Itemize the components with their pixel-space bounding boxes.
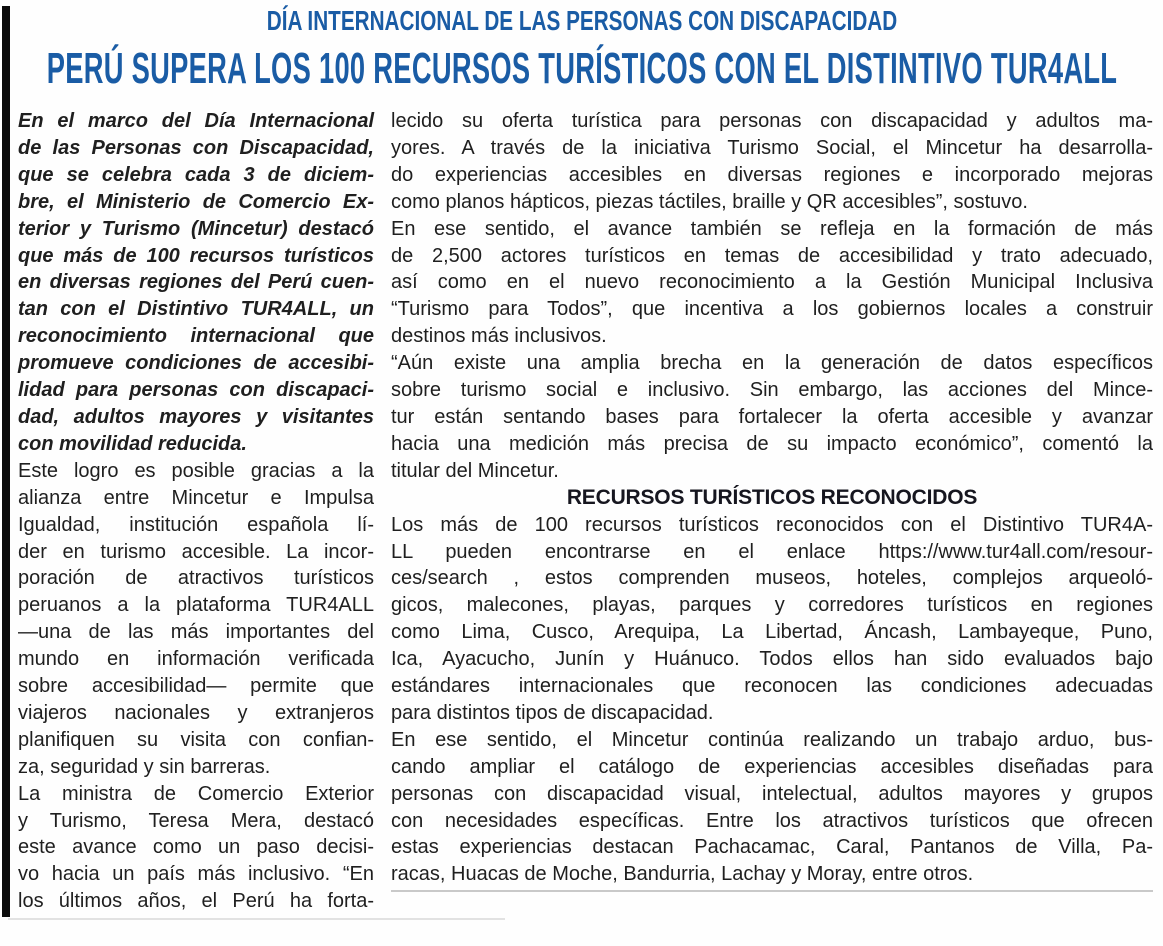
article-line: der en turismo accesible. La incor-: [18, 540, 374, 563]
article-line: yores. A través de la iniciativa Turismo Social, el Mincetur ha desarrolla-: [391, 136, 1153, 159]
article-line: En ese sentido, el Mincetur continúa realizando un trabajo arduo, bus-: [391, 728, 1153, 751]
article-line: lidad para personas con discapaci-: [18, 379, 374, 402]
article-line: za, seguridad y sin barreras.: [18, 755, 271, 778]
article-line: sobre accesibilidad— permite que: [18, 675, 374, 698]
article-line: como Lima, Cusco, Arequipa, La Libertad, Áncash, Lambayeque, Puno,: [391, 621, 1153, 644]
article-line: así como en el nuevo reconocimiento a la Gestión Municipal Inclusiva: [391, 271, 1153, 294]
article-line: los últimos años, el Perú ha forta-: [18, 890, 374, 913]
article-line: con necesidades específicas. Entre los atractivos turísticos que ofrecen: [391, 809, 1153, 832]
article-body: [18, 108, 1153, 915]
article-line: estas experiencias destacan Pachacamac, Caral, Pantanos de Villa, Pa-: [391, 836, 1153, 859]
main-headline: PERÚ SUPERA LOS 100 RECURSOS TURÍSTICOS CON EL DISTINTIVO TUR4ALL: [46, 44, 1117, 93]
article-line: “Aún existe una amplia brecha en la generación de datos específicos: [391, 352, 1153, 375]
article-line: peruanos a la plataforma TUR4ALL: [18, 594, 374, 617]
article-line: con movilidad reducida.: [18, 432, 247, 455]
article-line: cando ampliar el catálogo de experiencias accesibles diseñadas para: [391, 755, 1153, 778]
article-line: alianza entre Mincetur e Impulsa: [18, 486, 374, 509]
article-line: ces/search , estos comprenden museos, hoteles, complejos arqueoló-: [391, 567, 1153, 590]
article-line: vo hacia un país más inclusivo. “En: [18, 863, 374, 886]
left-column: [18, 108, 374, 915]
article-line: este avance como un paso decisi-: [18, 836, 374, 859]
kicker-headline: DÍA INTERNACIONAL DE LAS PERSONAS CON DISCAPACIDAD: [266, 5, 897, 36]
article-line: En el marco del Día Internacional: [18, 110, 374, 132]
article-line: bre, el Ministerio de Comercio Ex-: [18, 190, 374, 213]
article-line: planifiquen su visita con confian-: [18, 728, 374, 751]
article-line: estándares internacionales que reconocen las condiciones adecuadas: [391, 675, 1153, 698]
article-line: gicos, malecones, playas, parques y corredores turísticos en regiones: [391, 594, 1153, 617]
article-line: Este logro es posible gracias a la: [18, 459, 374, 482]
article-line: dad, adultos mayores y visitantes: [18, 405, 374, 428]
article-line: promueve condiciones de accesibi-: [18, 352, 374, 375]
article-line: tan con el Distintivo TUR4ALL, un: [18, 298, 374, 321]
bottom-rule-left: [8, 918, 505, 920]
article-line: sobre turismo social e inclusivo. Sin embargo, las acciones del Mince-: [391, 379, 1153, 402]
article-line: en diversas regiones del Perú cuen-: [18, 271, 374, 294]
article-line: titular del Mincetur.: [391, 459, 559, 482]
article-line: que más de 100 recursos turísticos: [18, 244, 374, 267]
article-line: Igualdad, institución española lí-: [18, 513, 374, 536]
article-line: hacia una medición más precisa de su impacto económico”, comentó la: [391, 432, 1153, 455]
section-subheading: RECURSOS TURÍSTICOS RECONOCIDOS: [566, 485, 978, 509]
article-line: reconocimiento internacional que: [18, 325, 374, 348]
article-line: terior y Turismo (Mincetur) destacó: [18, 217, 374, 240]
article-line: Los más de 100 recursos turísticos reconocidos con el Distintivo TUR4A-: [391, 513, 1153, 536]
headline-row: [0, 44, 1163, 98]
article-line: lecido su oferta turística para personas con discapacidad y adultos ma-: [391, 110, 1153, 132]
article-line: poración de atractivos turísticos: [18, 567, 374, 590]
kicker-row: [0, 6, 1163, 40]
article-line: “Turismo para Todos”, que incentiva a los gobiernos locales a construir: [391, 298, 1153, 321]
article-line: que se celebra cada 3 de diciem-: [18, 163, 374, 186]
bottom-rule-right: [391, 890, 1153, 892]
article-line: racas, Huacas de Moche, Bandurria, Lachay y Moray, entre otros.: [391, 863, 974, 886]
article-line: En ese sentido, el avance también se refleja en la formación de más: [391, 217, 1153, 240]
article-line: tur están sentando bases para fortalecer la oferta accesible y avanzar: [391, 405, 1153, 428]
left-edge-bar: [2, 6, 10, 917]
article-line: viajeros nacionales y extranjeros: [18, 701, 374, 724]
article-line: —una de las más importantes del: [18, 621, 374, 644]
article-line: Ica, Ayacucho, Junín y Huánuco. Todos ellos han sido evaluados bajo: [391, 648, 1153, 671]
article-line: mundo en información verificada: [18, 648, 374, 671]
article-line: personas con discapacidad visual, intelectual, adultos mayores y grupos: [391, 782, 1153, 805]
article-line: La ministra de Comercio Exterior: [18, 782, 374, 805]
article-line: como planos hápticos, piezas táctiles, braille y QR accesibles”, sostuvo.: [391, 190, 1028, 213]
article-line: de 2,500 actores turísticos en temas de accesibilidad y trato adecuado,: [391, 244, 1153, 267]
article-line: de las Personas con Discapacidad,: [18, 136, 374, 159]
article-line: y Turismo, Teresa Mera, destacó: [18, 809, 374, 832]
article-line: destinos más inclusivos.: [391, 325, 607, 348]
right-column: [391, 108, 1153, 915]
article-line: para distintos tipos de discapacidad.: [391, 701, 714, 724]
article-line: LL pueden encontrarse en el enlace https://www.tur4all.com/resour-: [391, 540, 1153, 563]
article-line: do experiencias accesibles en diversas regiones e incorporado mejoras: [391, 163, 1153, 186]
